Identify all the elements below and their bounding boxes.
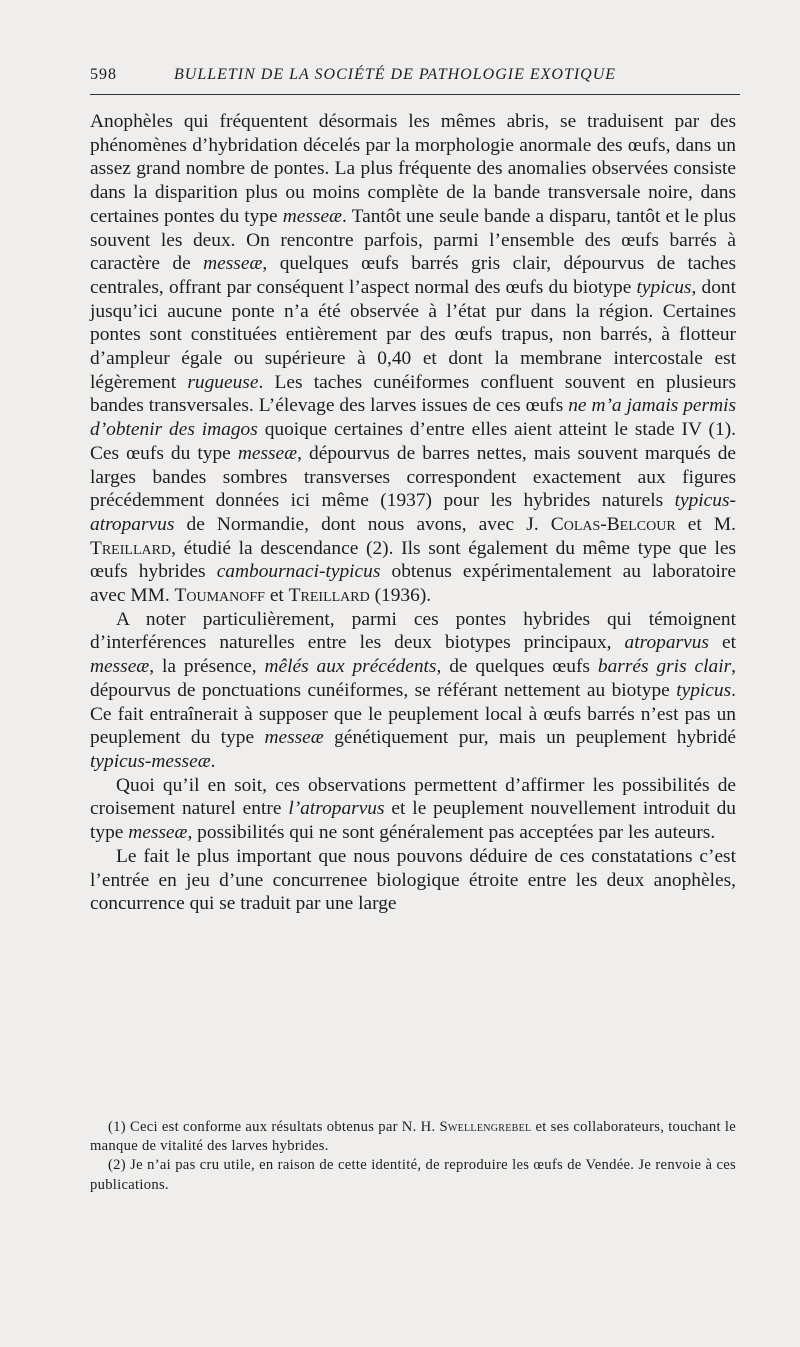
- species-name: messeæ: [90, 656, 150, 678]
- species-name: l’atroparvus: [288, 798, 385, 820]
- text-run: , dépourvus de ponctuations cunéiformes, se référant nettement au biotype: [90, 656, 737, 701]
- text-run: Anophèles qui fréquentent désormais les mêmes abris, se traduisent par des phénomènes d’hybridation décelés par la morphologie anormale des œufs, dans un assez grand nombre de pontes. La plus fréquente des anomalies observées consiste dans la disparition plus ou moins complète de la bande transversale noire, dans certaines pontes du type: [90, 111, 736, 227]
- text-run: , de quelques œufs: [436, 656, 598, 678]
- text-run: et le peuplement nouvellement introduit du type: [90, 798, 736, 844]
- species-name: messeæ: [282, 205, 342, 227]
- header-rule: [90, 94, 740, 95]
- text-run: et: [264, 585, 289, 607]
- running-title: BULLETIN DE LA SOCIÉTÉ DE PATHOLOGIE EXOTIQUE: [174, 66, 617, 83]
- species-name: messeæ: [237, 442, 298, 464]
- author-name: Swellengrebel: [439, 1119, 532, 1135]
- text-run: (1936).: [369, 585, 432, 607]
- text-run: (2) Je n’ai pas cru utile, en raison de cette identité, de reproduire les œufs de Vendée. Je renvoie à ces publications.: [90, 1157, 736, 1193]
- footnotes: [90, 1118, 736, 1195]
- text-run: génétiquement pur, mais un peuplement hybridé: [323, 727, 736, 749]
- author-name: Colas-Belcour: [550, 513, 676, 535]
- emphasis: barrés gris clair: [597, 656, 732, 678]
- author-name: Toumanoff: [174, 585, 265, 607]
- text-run: A noter particulièrement, parmi ces pontes hybrides qui témoignent d’interférences naturelles entre les deux biotypes principaux,: [90, 608, 736, 654]
- text-run: , étudié la descendance (2). Ils sont également du même type que les œufs hybrides: [90, 537, 736, 583]
- footnote-2: [90, 1156, 736, 1194]
- text-run: et ses collaborateurs, touchant le manque de vitalité des larves hybrides.: [90, 1119, 737, 1155]
- emphasis: rugueuse: [187, 371, 259, 393]
- paragraph-2: [90, 608, 736, 774]
- footnote-1: [90, 1118, 736, 1156]
- text-run: et M.: [675, 513, 737, 535]
- text-run: Quoi qu’il en soit, ces observations permettent d’affirmer les possibilités de croisement naturel entre: [90, 774, 736, 820]
- species-name: typicus-atroparvus: [90, 490, 736, 535]
- species-name: typicus: [676, 679, 732, 701]
- text-run: . Tantôt une seule bande a disparu, tantôt et le plus souvent les deux. On rencontre parfois, parmi l’ensemble des œufs barrés à caractère de: [90, 205, 736, 275]
- species-name: messeæ: [128, 822, 188, 844]
- text-run: . Les taches cunéiformes confluent souvent en plusieurs bandes transversales. L’élevage des larves issues de ces œufs: [90, 371, 736, 417]
- text-run: .: [210, 750, 216, 772]
- article-body: [90, 110, 736, 916]
- species-name: atroparvus: [624, 632, 709, 654]
- text-run: . Ce fait entraînerait à supposer que le peuplement local à œufs barrés n’est pas un peuplement du type: [90, 679, 736, 749]
- emphasis: mêlés aux précédents: [264, 656, 437, 678]
- text-run: de Normandie, dont nous avons, avec J.: [174, 513, 551, 535]
- paragraph-4: [90, 845, 736, 916]
- text-run: quoique certaines d’entre elles aient atteint le stade IV (1). Ces œufs du type: [90, 419, 736, 464]
- page-number: 598: [90, 66, 117, 83]
- text-run: Le fait le plus important que nous pouvons déduire de ces constatations c’est l’entrée en jeu d’une concurrenee biologique étroite entre les deux anophèles, concurrence qui se traduit par une large: [90, 845, 736, 915]
- text-run: , dont jusqu’ici aucune ponte n’a été observée à l’état pur dans la région. Certaines pontes sont constituées entièrement par des œufs trapus, non barrés, à flotteur d’ampleur égale ou supérieure à 0,40 et dont la membrane intercostale est légèrement: [90, 276, 736, 393]
- text-run: , dépourvus de barres nettes, mais souvent marqués de larges bandes sombres transverses correspondent exactement aux figures précédemment données ici même (1937) pour les hybrides naturels: [90, 442, 736, 512]
- author-name: Treillard: [288, 585, 370, 607]
- text-run: et: [708, 632, 736, 654]
- emphasis: ne m’a jamais permis d’obtenir des imagos: [90, 395, 736, 441]
- paragraph-3: [90, 774, 736, 845]
- text-run: , possibilités qui ne sont généralement pas acceptées par les auteurs.: [187, 822, 716, 844]
- running-header: [90, 66, 740, 90]
- text-run: , quelques œufs barrés gris clair, dépourvus de taches centrales, offrant par conséquent l’aspect normal des œufs du biotype: [90, 253, 736, 298]
- text-run: , la présence,: [149, 656, 265, 678]
- paragraph-1: [90, 110, 736, 608]
- species-name: messeæ: [203, 253, 263, 275]
- species-name: messeæ: [264, 727, 324, 749]
- species-name: typicus-messeæ: [90, 750, 211, 772]
- text-run: (1) Ceci est conforme aux résultats obtenus par N. H.: [108, 1119, 440, 1135]
- species-name: typicus: [636, 276, 692, 298]
- species-name: cambournaci-typicus: [216, 561, 381, 583]
- text-run: obtenus expérimentalement au laboratoire avec MM.: [90, 561, 736, 607]
- author-name: Treillard: [90, 537, 172, 559]
